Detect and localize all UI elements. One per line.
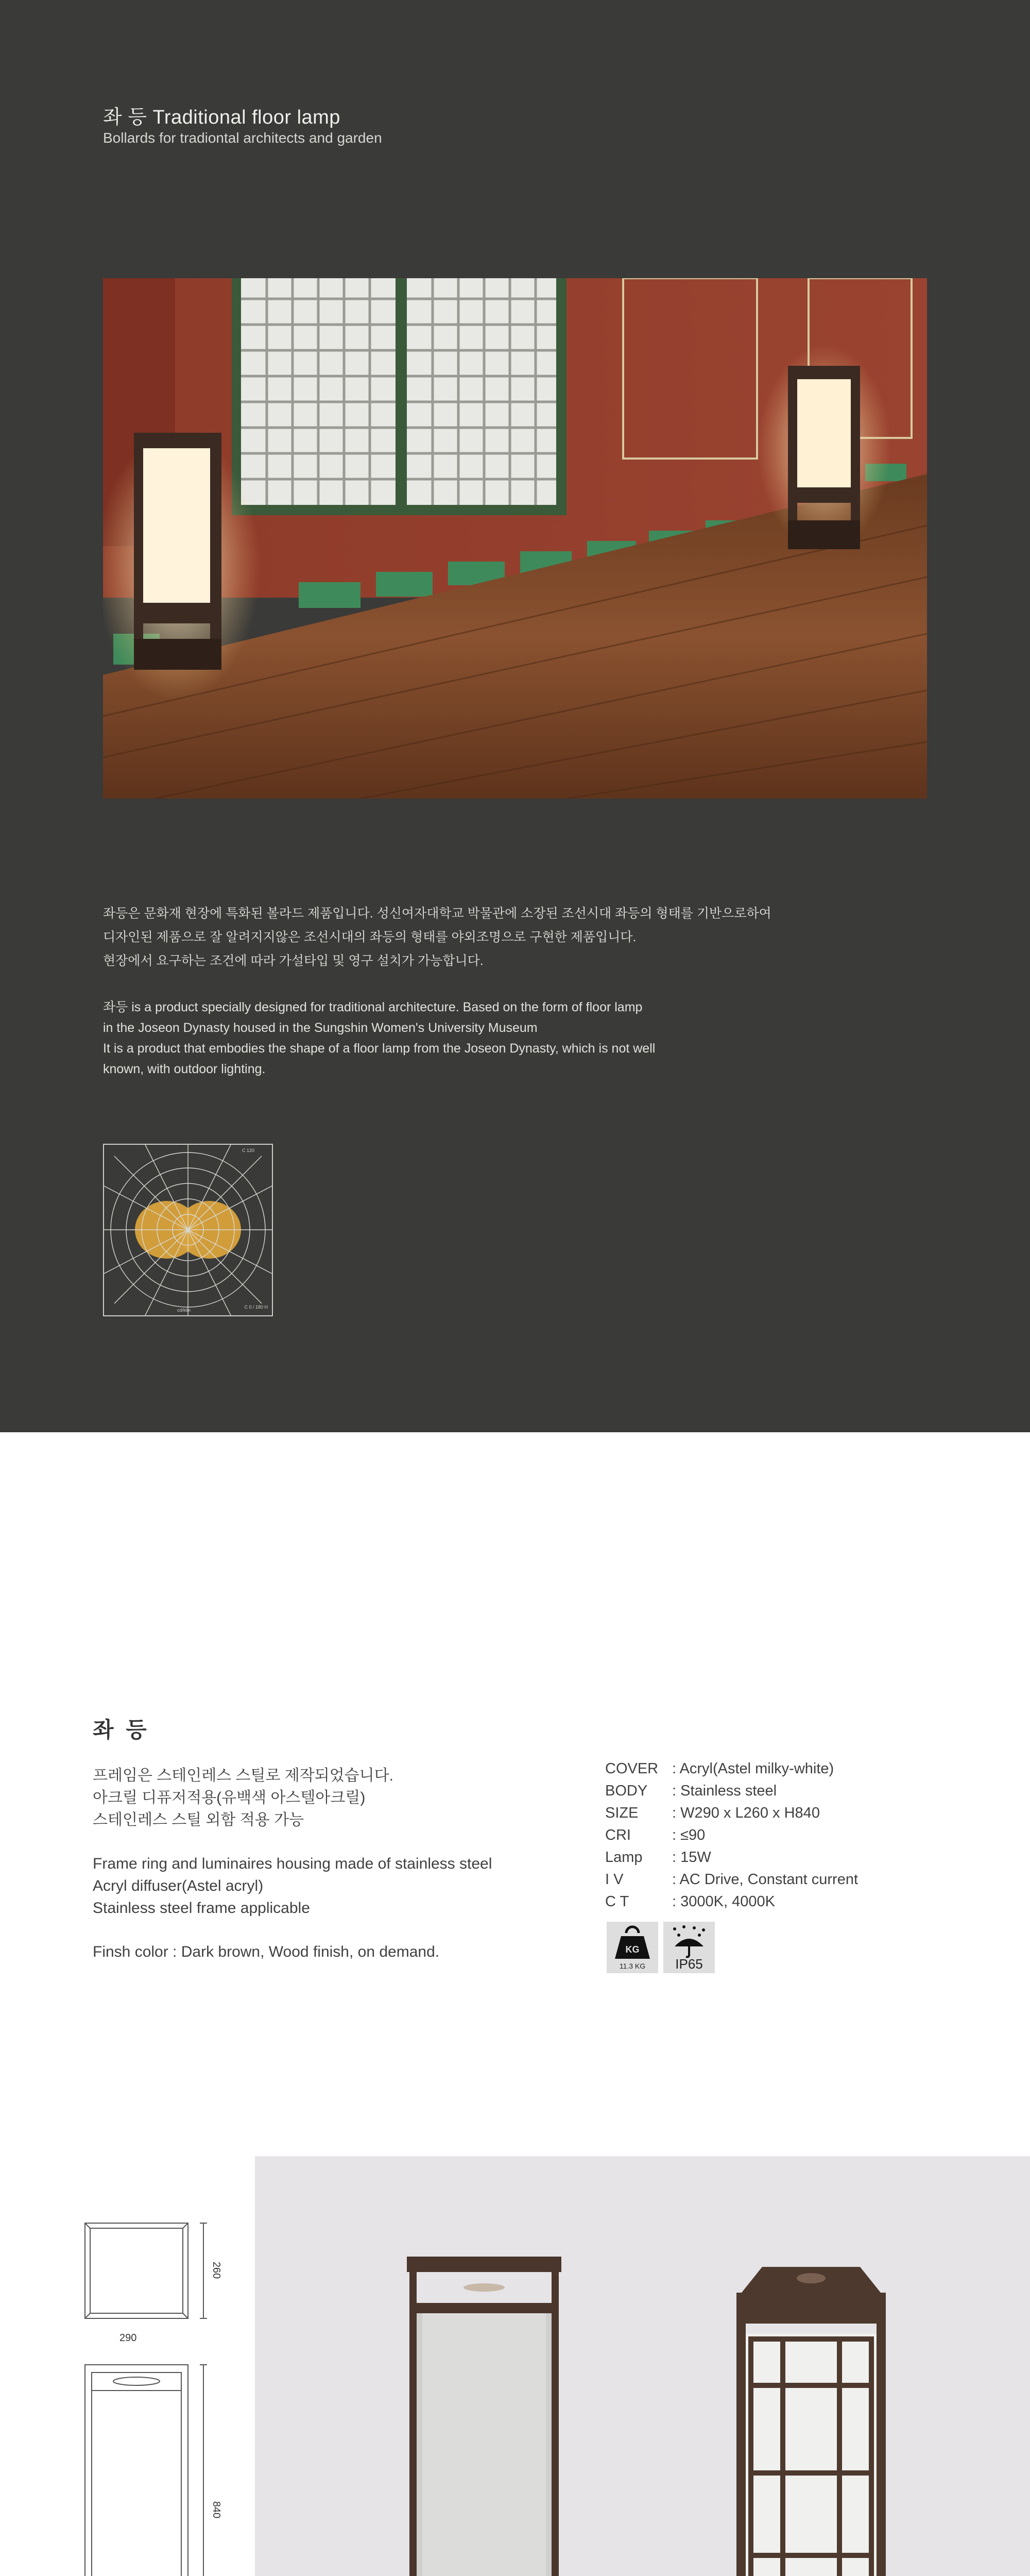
spec-row xyxy=(605,1758,858,1780)
spec-key: CRI xyxy=(605,1827,631,1843)
spec-key: I V xyxy=(605,1871,624,1888)
korean-description xyxy=(103,902,927,973)
spec-key: Lamp xyxy=(605,1849,643,1866)
spec-key: BODY xyxy=(605,1783,648,1799)
polar-bottom-right-label: C 0 / 180 H xyxy=(244,1304,268,1310)
spec-value: : W290 x L260 x H840 xyxy=(672,1805,820,1821)
dimension-top-depth: 260 xyxy=(211,2261,222,2279)
dimension-top-width: 290 xyxy=(119,2332,137,2344)
weight-label: 11.3 KG xyxy=(619,1962,646,1970)
korean-description-line: 디자인된 제품으로 잘 알려지지않은 조선시대의 좌등의 형태를 야외조명으로 구현한 제품입니다. xyxy=(103,930,637,944)
spec-row xyxy=(605,1891,858,1913)
finish-color: Finsh color : Dark brown, Wood finish, on demand. xyxy=(93,1943,440,1960)
english-description xyxy=(103,997,927,1079)
spec-value: : 15W xyxy=(672,1849,711,1866)
spec-key: COVER xyxy=(605,1760,659,1777)
feature-en-line: Frame ring and luminaires housing made of stainless steel xyxy=(93,1855,492,1872)
product-features xyxy=(93,1765,556,1963)
weight-badge xyxy=(607,1922,658,1973)
spec-value: : 3000K, 4000K xyxy=(672,1893,775,1910)
spec-value: : Stainless steel xyxy=(672,1783,777,1799)
spec-row xyxy=(605,1780,858,1802)
polar-top-label: C 120 xyxy=(242,1148,254,1153)
spec-key: SIZE xyxy=(605,1805,639,1821)
product-title: 좌 등 xyxy=(93,1718,150,1742)
english-description-line: 좌등 is a product specially designed for traditional architecture. Based on the form of floor lamp xyxy=(103,1000,643,1014)
feature-ko-line: 아크릴 디퓨저적용(유백색 아스텔아크릴) xyxy=(93,1789,366,1806)
spec-value: : ≤90 xyxy=(672,1827,706,1843)
spec-table xyxy=(605,1758,858,1913)
korean-description-line: 현장에서 요구하는 조건에 따라 가설타입 및 영구 설치가 가능합니다. xyxy=(103,954,484,968)
page-title: 좌 등 Traditional floor lamp xyxy=(103,107,340,128)
spec-value: : AC Drive, Constant current xyxy=(672,1871,859,1888)
spec-row xyxy=(605,1846,858,1869)
spec-key: C T xyxy=(605,1893,629,1910)
ip-label: IP65 xyxy=(675,1956,703,1972)
dimension-height: 840 xyxy=(211,2501,222,2519)
polar-bottom-left-label: cd/klm xyxy=(177,1308,191,1313)
spec-row xyxy=(605,1802,858,1824)
korean-description-line: 좌등은 문화재 현장에 특화된 볼라드 제품입니다. 성신여자대학교 박물관에 소장된 조선시대 좌등의 형태를 기반으로하여 xyxy=(103,906,771,921)
ip-rating-badge xyxy=(663,1922,715,1973)
svg-text:KG: KG xyxy=(625,1944,640,1955)
product-render-lattice xyxy=(726,2267,896,2576)
spec-value: : Acryl(Astel milky-white) xyxy=(672,1760,834,1777)
feature-ko-line: 스테인레스 스틸 외함 적용 가능 xyxy=(93,1811,304,1828)
english-description-line: It is a product that embodies the shape of a floor lamp from the Joseon Dynasty, which is not well xyxy=(103,1041,656,1056)
spacer xyxy=(93,1831,556,1853)
product-render-background xyxy=(255,2156,1030,2576)
product-render-standard xyxy=(391,2257,577,2576)
page-subtitle: Bollards for tradiontal architects and garden xyxy=(103,130,382,146)
english-description-line: known, with outdoor lighting. xyxy=(103,1062,266,1076)
spec-row xyxy=(605,1824,858,1846)
spec-badges xyxy=(607,1922,715,1973)
feature-en-line: Stainless steel frame applicable xyxy=(93,1900,310,1917)
spec-row xyxy=(605,1869,858,1891)
installation-photo xyxy=(103,278,927,799)
feature-ko-line: 프레임은 스테인레스 스틸로 제작되었습니다. xyxy=(93,1767,393,1784)
polar-light-distribution xyxy=(103,1144,273,1316)
feature-en-line: Acryl diffuser(Astel acryl) xyxy=(93,1877,264,1894)
english-description-line: in the Joseon Dynasty housed in the Sungshin Women's University Museum xyxy=(103,1021,538,1035)
spacer xyxy=(93,1919,556,1941)
